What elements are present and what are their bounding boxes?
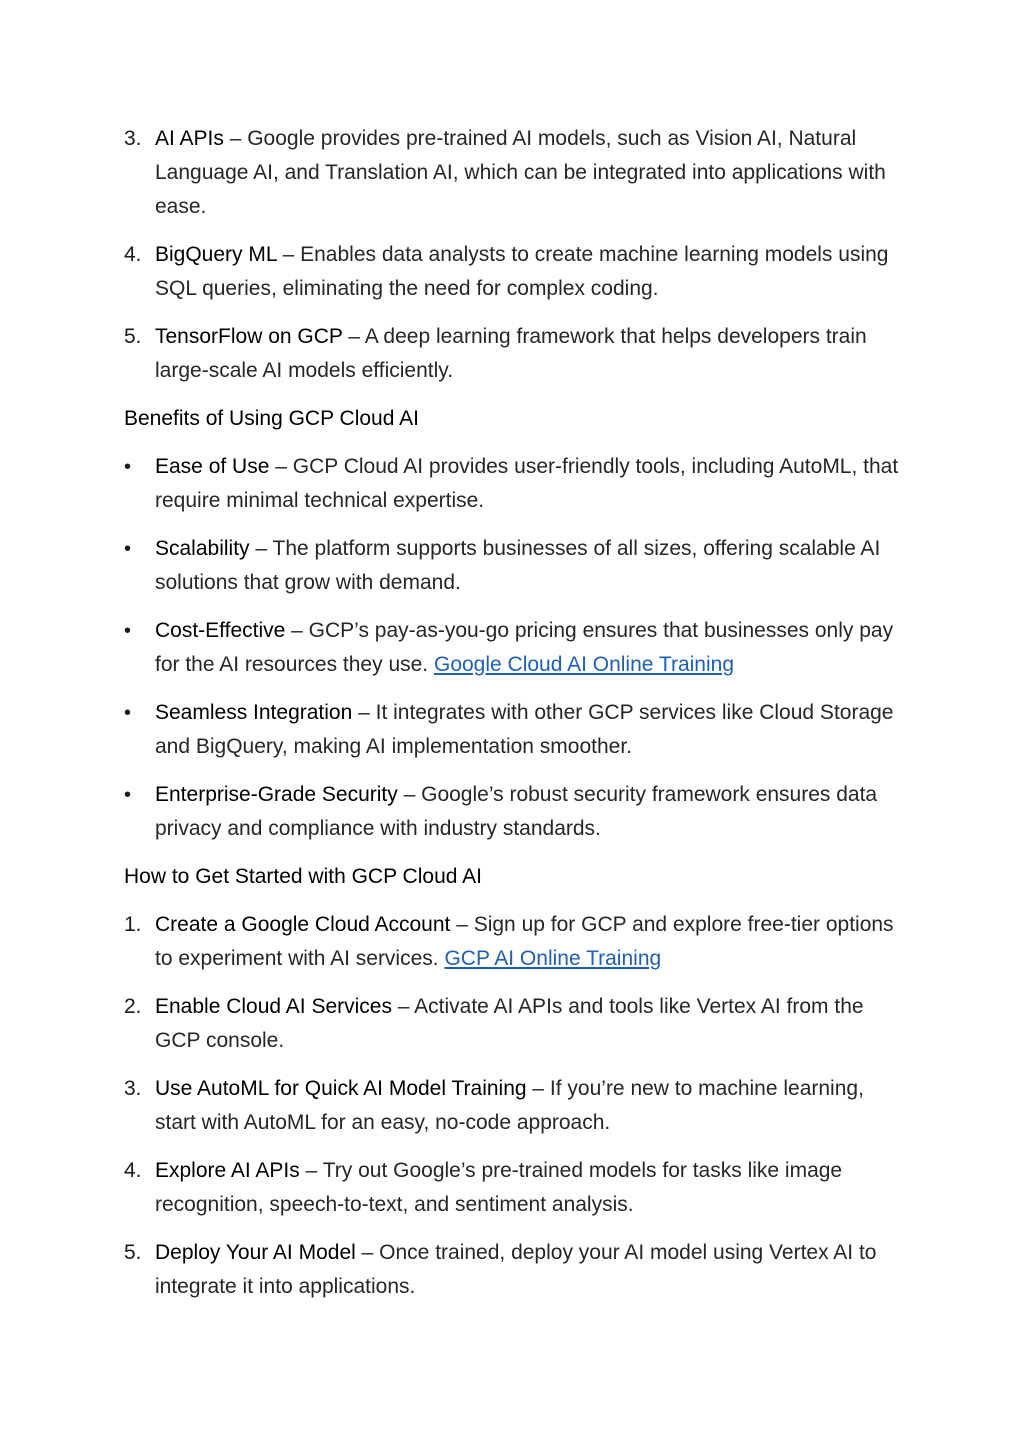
item-description: – Sign up for GCP and explore free-tier options to experiment with AI services. [155, 913, 894, 970]
item-term: Ease of Use [155, 455, 270, 478]
benefits-heading: Benefits of Using GCP Cloud AI [124, 407, 419, 430]
item-term: BigQuery ML [155, 243, 277, 266]
google-cloud-ai-training-link[interactable]: Google Cloud AI Online Training [433, 653, 735, 676]
item-term: Enable Cloud AI Services [155, 995, 392, 1018]
step-explore-apis [124, 1154, 904, 1222]
list-number: 4. [124, 1159, 142, 1182]
getting-started-heading: How to Get Started with GCP Cloud AI [124, 865, 482, 888]
item-term: Enterprise-Grade Security [155, 783, 398, 806]
list-number: 3. [124, 127, 142, 150]
bullet-icon: • [124, 784, 132, 806]
item-description: – Activate AI APIs and tools like Vertex AI from the GCP console. [155, 995, 864, 1052]
item-description: – Google provides pre-trained AI models, such as Vision AI, Natural Language AI, and Translation AI, which can be integrated into applications with ease. [155, 127, 886, 218]
bullet-item-ease-of-use [124, 450, 904, 518]
item-description: – Google’s robust security framework ensures data privacy and compliance with industry standards. [155, 783, 878, 840]
bullet-icon: • [124, 456, 132, 478]
item-term: Cost-Effective [155, 619, 286, 642]
list-item-tensorflow [124, 320, 904, 388]
document-body [124, 122, 904, 1304]
item-term: Create a Google Cloud Account [155, 913, 451, 936]
item-description: – It integrates with other GCP services like Cloud Storage and BigQuery, making AI implementation smoother. [155, 701, 894, 758]
list-number: 3. [124, 1077, 142, 1100]
list-number: 5. [124, 325, 142, 348]
bullet-item-scalability [124, 532, 904, 600]
item-description: – If you’re new to machine learning, start with AutoML for an easy, no-code approach. [155, 1077, 864, 1134]
gcp-ai-training-link[interactable]: GCP AI Online Training [444, 947, 662, 970]
step-use-automl [124, 1072, 904, 1140]
item-term: TensorFlow on GCP [155, 325, 343, 348]
list-number: 1. [124, 913, 142, 936]
bullet-icon: • [124, 702, 132, 724]
item-term: Explore AI APIs [155, 1159, 300, 1182]
list-number: 5. [124, 1241, 142, 1264]
list-number: 2. [124, 995, 142, 1018]
list-number: 4. [124, 243, 142, 266]
item-description: – GCP Cloud AI provides user-friendly tools, including AutoML, that require minimal technical expertise. [155, 455, 899, 512]
item-term: AI APIs [155, 127, 224, 150]
item-description: – The platform supports businesses of all sizes, offering scalable AI solutions that grow with demand. [155, 537, 881, 594]
item-description: – Enables data analysts to create machine learning models using SQL queries, eliminating the need for complex coding. [155, 243, 889, 300]
item-description: – GCP’s pay-as-you-go pricing ensures that businesses only pay for the AI resources they use. [155, 619, 894, 676]
bullet-icon: • [124, 538, 132, 560]
bullet-item-cost-effective [124, 614, 904, 682]
item-description: – Try out Google’s pre-trained models for tasks like image recognition, speech-to-text, and sentiment analysis. [155, 1159, 843, 1216]
step-enable-services [124, 990, 904, 1058]
item-term: Seamless Integration [155, 701, 353, 724]
item-term: Use AutoML for Quick AI Model Training [155, 1077, 527, 1100]
item-term: Scalability [155, 537, 250, 560]
item-term: Deploy Your AI Model [155, 1241, 356, 1264]
item-description: – A deep learning framework that helps developers train large-scale AI models efficiently. [155, 325, 867, 382]
step-deploy-model [124, 1236, 904, 1304]
item-description: – Once trained, deploy your AI model using Vertex AI to integrate it into applications. [155, 1241, 877, 1298]
bullet-icon: • [124, 620, 132, 642]
bullet-item-seamless-integration [124, 696, 904, 764]
list-item-ai-apis [124, 122, 904, 224]
step-create-account [124, 908, 904, 976]
list-item-bigquery-ml [124, 238, 904, 306]
bullet-item-enterprise-security [124, 778, 904, 846]
